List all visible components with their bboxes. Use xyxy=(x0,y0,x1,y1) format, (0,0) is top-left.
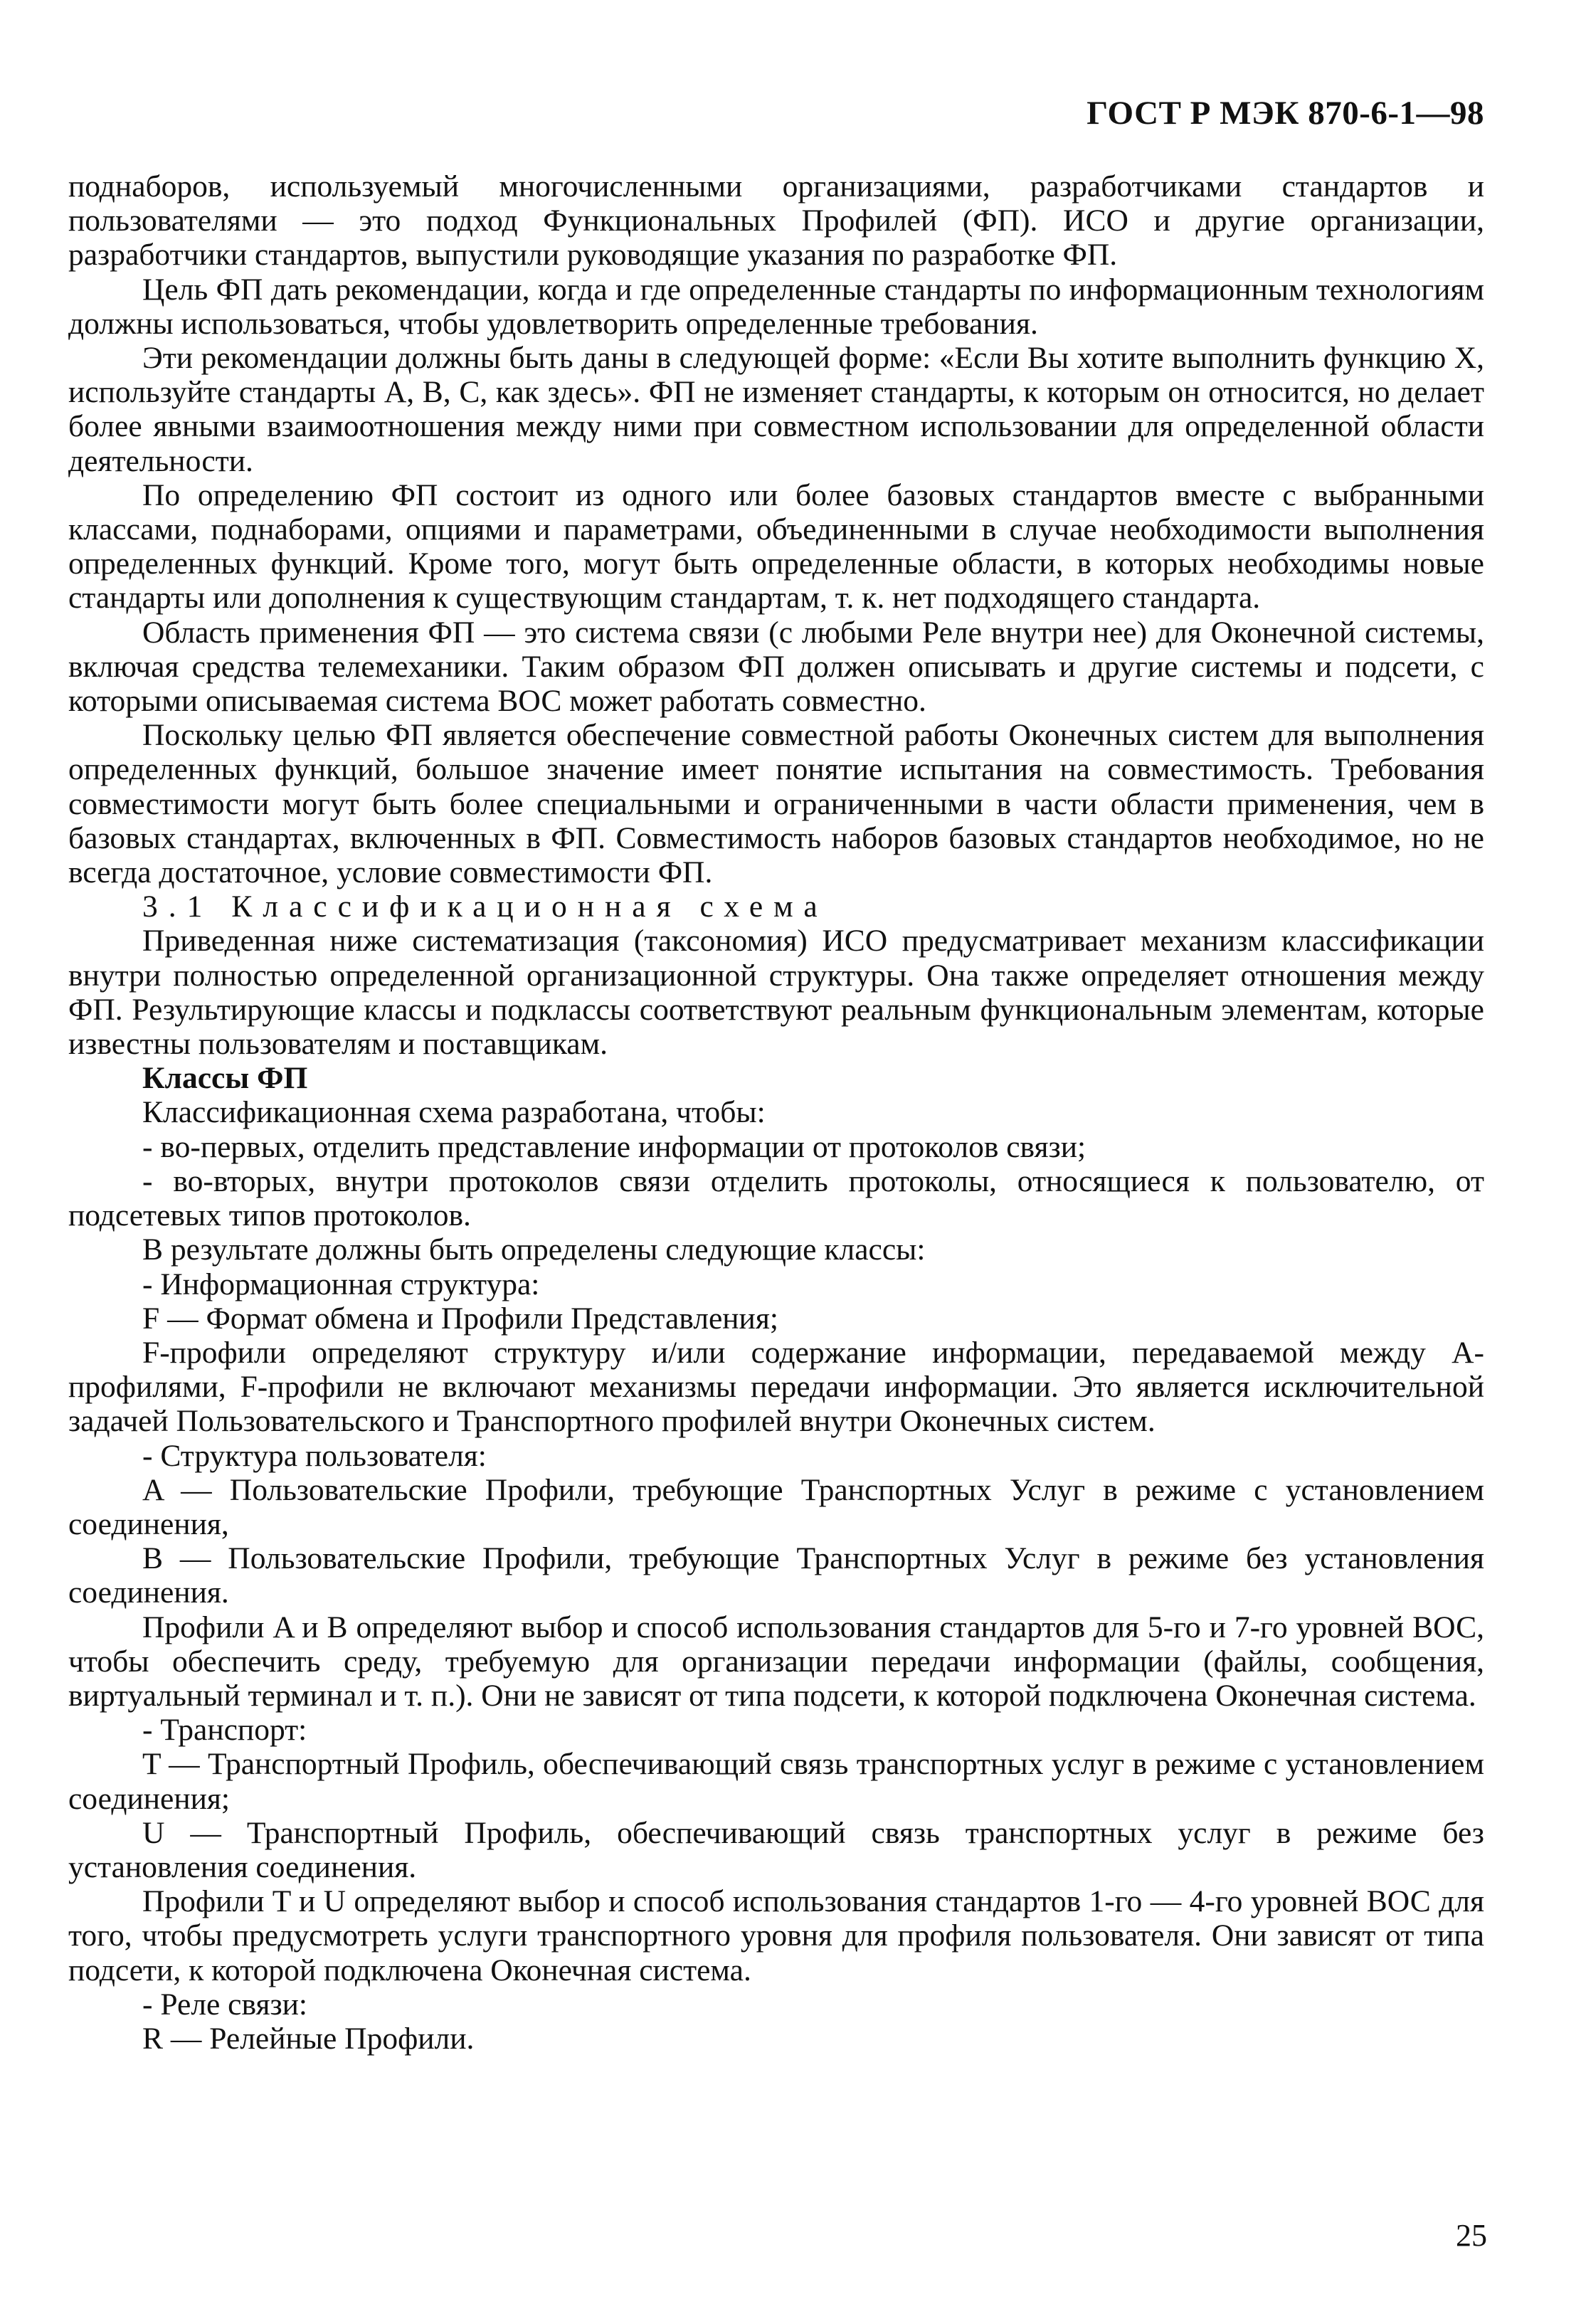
paragraph: B — Пользовательские Профили, требующие Транспортных Услуг в режиме без установления соединения. xyxy=(68,1541,1484,1610)
paragraph: По определению ФП состоит из одного или более базовых стандартов вместе с выбранными классами, поднаборами, опциями и параметрами, объединенными в случае необходимости выполнения определенных функций. Кроме того, могут быть определенные области, в которых необходимы новые стандарты или дополнения к существующим стандартам, т. к. нет подходящего стандарта. xyxy=(68,477,1484,616)
page-number: 25 xyxy=(1456,2218,1487,2253)
paragraph: R — Релейные Профили. xyxy=(142,2021,475,2056)
paragraph: Область применения ФП — это система связи (с любыми Реле внутри нее) для Оконечной системы, включая средства телемеханики. Таким образом ФП должен описывать и другие системы и подсети, с которыми описываемая система ВОС может работать совместно. xyxy=(68,615,1484,719)
paragraph: T — Транспортный Профиль, обеспечивающий связь транспортных услуг в режиме с установлением соединения; xyxy=(68,1747,1484,1816)
paragraph: Поскольку целью ФП является обеспечение совместной работы Оконечных систем для выполнения определенных функций, большое значение имеет понятие испытания на совместимость. Требования совместимости могут быть более специальными и ограниченными в части области применения, чем в базовых стандартах, включенных в ФП. Совместимость наборов базовых стандартов необходимое, но не всегда достаточное, условие совместимости ФП. xyxy=(68,718,1484,890)
paragraph: F — Формат обмена и Профили Представления; xyxy=(142,1301,778,1336)
paragraph: F-профили определяют структуру и/или содержание информации, передаваемой между A-профилями, F-профили не включают механизмы передачи информации. Это является исключительной задачей Пользовательского и Транспортного профилей внутри Оконечных систем. xyxy=(68,1335,1484,1439)
paragraph: - Реле связи: xyxy=(142,1987,308,2022)
paragraph: - Транспорт: xyxy=(142,1713,307,1748)
paragraph: поднаборов, используемый многочисленными организациями, разработчиками стандартов и пользователями — это подход Функциональных Профилей (ФП). ИСО и другие организации, разработчики стандартов, выпустили руководящие указания по разработке ФП. xyxy=(68,169,1484,273)
document-code-header: ГОСТ Р МЭК 870-6-1—98 xyxy=(1086,95,1484,132)
paragraph: U — Транспортный Профиль, обеспечивающий связь транспортных услуг в режиме без установления соединения. xyxy=(68,1815,1484,1884)
subheading: Классы ФП xyxy=(142,1061,308,1096)
paragraph: В результате должны быть определены следующие классы: xyxy=(142,1232,926,1267)
paragraph: A — Пользовательские Профили, требующие Транспортных Услуг в режиме с установлением соединения, xyxy=(68,1472,1484,1541)
paragraph: Профили A и B определяют выбор и способ использования стандартов для 5-го и 7-го уровней ВОС, чтобы обеспечить среду, требуемую для организации передачи информации (файлы, сообщения, виртуальный терминал и т. п.). Они не зависят от типа подсети, к которой подключена Оконечная система. xyxy=(68,1610,1484,1713)
paragraph: - Информационная структура: xyxy=(142,1267,540,1301)
paragraph: Классификационная схема разработана, чтобы: xyxy=(142,1095,766,1130)
body-text xyxy=(68,169,1484,2056)
paragraph: Эти рекомендации должны быть даны в следующей форме: «Если Вы хотите выполнить функцию X, используйте стандарты A, B, C, как здесь». ФП не изменяет стандарты, к которым он относится, но делает более явными взаимоотношения между ними при совместном использовании для определенной области деятельности. xyxy=(68,341,1484,478)
section-heading: 3.1 Классификационная схема xyxy=(142,889,828,924)
paragraph: Цель ФП дать рекомендации, когда и где определенные стандарты по информационным технологиям должны использоваться, чтобы удовлетворить определенные требования. xyxy=(68,272,1484,341)
paragraph: - Структура пользователя: xyxy=(142,1438,487,1473)
paragraph: - во-вторых, внутри протоколов связи отделить протоколы, относящиеся к пользователю, от подсетевых типов протоколов. xyxy=(68,1163,1484,1233)
paragraph: - во-первых, отделить представление информации от протоколов связи; xyxy=(142,1129,1086,1164)
paragraph: Приведенная ниже систематизация (таксономия) ИСО предусматривает механизм классификации внутри полностью определенной организационной структуры. Она также определяет отношения между ФП. Результирующие классы и подклассы соответствуют реальным функциональным элементам, которые известны пользователям и поставщикам. xyxy=(68,924,1484,1062)
paragraph: Профили T и U определяют выбор и способ использования стандартов 1-го — 4-го уровней ВОС для того, чтобы предусмотреть услуги транспортного уровня для профиля пользователя. Они зависят от типа подсети, к которой подключена Оконечная система. xyxy=(68,1884,1484,1987)
